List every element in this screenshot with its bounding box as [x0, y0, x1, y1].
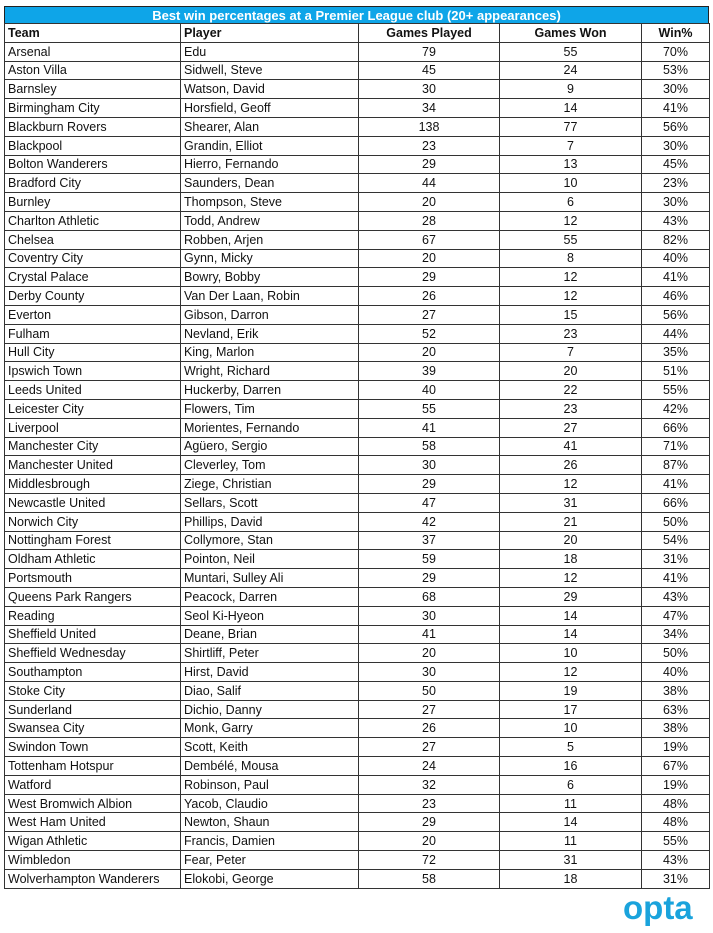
win-pct-cell: 34%	[642, 625, 710, 644]
player-cell: Pointon, Neil	[181, 550, 359, 569]
games-won-cell: 13	[500, 155, 642, 174]
player-cell: Nevland, Erik	[181, 324, 359, 343]
player-cell: Scott, Keith	[181, 738, 359, 757]
win-pct-cell: 48%	[642, 813, 710, 832]
games-won-cell: 12	[500, 211, 642, 230]
player-cell: Edu	[181, 42, 359, 61]
table-row	[5, 174, 710, 193]
team-cell: Manchester United	[5, 456, 181, 475]
header-games-won: Games Won	[500, 24, 642, 43]
player-cell: Watson, David	[181, 80, 359, 99]
games-played-cell: 67	[359, 230, 500, 249]
games-won-cell: 14	[500, 813, 642, 832]
win-pct-cell: 41%	[642, 268, 710, 287]
table-row	[5, 418, 710, 437]
table-row	[5, 775, 710, 794]
player-cell: Elokobi, George	[181, 869, 359, 888]
table-row	[5, 249, 710, 268]
win-pct-cell: 87%	[642, 456, 710, 475]
games-played-cell: 50	[359, 681, 500, 700]
table-row	[5, 287, 710, 306]
games-won-cell: 23	[500, 324, 642, 343]
games-won-cell: 16	[500, 757, 642, 776]
header-player: Player	[181, 24, 359, 43]
games-won-cell: 12	[500, 475, 642, 494]
games-won-cell: 7	[500, 343, 642, 362]
games-won-cell: 9	[500, 80, 642, 99]
player-cell: Robinson, Paul	[181, 775, 359, 794]
player-cell: Huckerby, Darren	[181, 381, 359, 400]
player-cell: Seol Ki-Hyeon	[181, 606, 359, 625]
games-played-cell: 29	[359, 569, 500, 588]
games-played-cell: 20	[359, 249, 500, 268]
win-pct-cell: 56%	[642, 117, 710, 136]
table-row	[5, 663, 710, 682]
team-cell: Burnley	[5, 193, 181, 212]
games-played-cell: 52	[359, 324, 500, 343]
table-row	[5, 813, 710, 832]
team-cell: Aston Villa	[5, 61, 181, 80]
games-won-cell: 17	[500, 700, 642, 719]
games-won-cell: 18	[500, 869, 642, 888]
table-row	[5, 493, 710, 512]
win-pct-cell: 30%	[642, 136, 710, 155]
win-pct-cell: 40%	[642, 249, 710, 268]
team-cell: Stoke City	[5, 681, 181, 700]
games-played-cell: 79	[359, 42, 500, 61]
games-won-cell: 55	[500, 42, 642, 61]
games-won-cell: 23	[500, 399, 642, 418]
team-cell: Blackburn Rovers	[5, 117, 181, 136]
games-won-cell: 11	[500, 794, 642, 813]
team-cell: Fulham	[5, 324, 181, 343]
team-cell: West Bromwich Albion	[5, 794, 181, 813]
table-body	[5, 42, 710, 888]
games-played-cell: 41	[359, 418, 500, 437]
team-cell: Leicester City	[5, 399, 181, 418]
opta-logo-text: opta	[623, 890, 693, 926]
games-won-cell: 11	[500, 832, 642, 851]
win-pct-cell: 53%	[642, 61, 710, 80]
games-played-cell: 68	[359, 587, 500, 606]
games-won-cell: 6	[500, 775, 642, 794]
player-cell: Hierro, Fernando	[181, 155, 359, 174]
win-pct-cell: 35%	[642, 343, 710, 362]
games-played-cell: 23	[359, 794, 500, 813]
table-row	[5, 61, 710, 80]
games-won-cell: 15	[500, 305, 642, 324]
team-cell: West Ham United	[5, 813, 181, 832]
win-pct-cell: 63%	[642, 700, 710, 719]
team-cell: Oldham Athletic	[5, 550, 181, 569]
games-played-cell: 29	[359, 475, 500, 494]
player-cell: Wright, Richard	[181, 362, 359, 381]
player-cell: Dembélé, Mousa	[181, 757, 359, 776]
team-cell: Coventry City	[5, 249, 181, 268]
win-pct-cell: 71%	[642, 437, 710, 456]
table-row	[5, 738, 710, 757]
player-cell: Monk, Garry	[181, 719, 359, 738]
win-pct-cell: 54%	[642, 531, 710, 550]
table-row	[5, 155, 710, 174]
table-row	[5, 324, 710, 343]
games-played-cell: 29	[359, 268, 500, 287]
player-cell: Van Der Laan, Robin	[181, 287, 359, 306]
player-cell: Shirtliff, Peter	[181, 644, 359, 663]
table-row	[5, 305, 710, 324]
games-played-cell: 30	[359, 606, 500, 625]
win-pct-cell: 19%	[642, 738, 710, 757]
games-played-cell: 29	[359, 155, 500, 174]
games-won-cell: 19	[500, 681, 642, 700]
games-played-cell: 45	[359, 61, 500, 80]
games-played-cell: 27	[359, 700, 500, 719]
win-pct-cell: 45%	[642, 155, 710, 174]
team-cell: Reading	[5, 606, 181, 625]
games-played-cell: 138	[359, 117, 500, 136]
games-won-cell: 5	[500, 738, 642, 757]
games-won-cell: 12	[500, 663, 642, 682]
team-cell: Newcastle United	[5, 493, 181, 512]
win-pct-cell: 46%	[642, 287, 710, 306]
games-won-cell: 18	[500, 550, 642, 569]
win-pct-cell: 50%	[642, 512, 710, 531]
table-row	[5, 644, 710, 663]
player-cell: Dichio, Danny	[181, 700, 359, 719]
team-cell: Nottingham Forest	[5, 531, 181, 550]
player-cell: Agüero, Sergio	[181, 437, 359, 456]
games-won-cell: 29	[500, 587, 642, 606]
table-row	[5, 456, 710, 475]
table-row	[5, 136, 710, 155]
win-pct-cell: 70%	[642, 42, 710, 61]
team-cell: Norwich City	[5, 512, 181, 531]
team-cell: Birmingham City	[5, 99, 181, 118]
win-pct-cell: 55%	[642, 832, 710, 851]
games-played-cell: 59	[359, 550, 500, 569]
win-pct-cell: 43%	[642, 211, 710, 230]
win-pct-cell: 19%	[642, 775, 710, 794]
team-cell: Queens Park Rangers	[5, 587, 181, 606]
games-played-cell: 34	[359, 99, 500, 118]
player-cell: Robben, Arjen	[181, 230, 359, 249]
team-cell: Everton	[5, 305, 181, 324]
win-percentage-table	[4, 23, 710, 889]
team-cell: Swindon Town	[5, 738, 181, 757]
games-played-cell: 27	[359, 305, 500, 324]
games-played-cell: 20	[359, 644, 500, 663]
opta-logo	[623, 890, 707, 926]
table-row	[5, 531, 710, 550]
table-row	[5, 475, 710, 494]
games-won-cell: 31	[500, 851, 642, 870]
games-won-cell: 20	[500, 362, 642, 381]
games-won-cell: 26	[500, 456, 642, 475]
team-cell: Arsenal	[5, 42, 181, 61]
games-played-cell: 20	[359, 832, 500, 851]
team-cell: Wimbledon	[5, 851, 181, 870]
team-cell: Wolverhampton Wanderers	[5, 869, 181, 888]
games-won-cell: 77	[500, 117, 642, 136]
games-played-cell: 47	[359, 493, 500, 512]
games-won-cell: 31	[500, 493, 642, 512]
team-cell: Southampton	[5, 663, 181, 682]
games-played-cell: 32	[359, 775, 500, 794]
games-won-cell: 7	[500, 136, 642, 155]
header-games-played: Games Played	[359, 24, 500, 43]
games-played-cell: 29	[359, 813, 500, 832]
team-cell: Barnsley	[5, 80, 181, 99]
games-won-cell: 10	[500, 174, 642, 193]
player-cell: Flowers, Tim	[181, 399, 359, 418]
player-cell: Fear, Peter	[181, 851, 359, 870]
team-cell: Blackpool	[5, 136, 181, 155]
win-pct-cell: 48%	[642, 794, 710, 813]
win-pct-cell: 41%	[642, 99, 710, 118]
win-pct-cell: 38%	[642, 681, 710, 700]
player-cell: Shearer, Alan	[181, 117, 359, 136]
player-cell: Grandin, Elliot	[181, 136, 359, 155]
win-pct-cell: 67%	[642, 757, 710, 776]
games-won-cell: 8	[500, 249, 642, 268]
table-row	[5, 757, 710, 776]
team-cell: Sheffield United	[5, 625, 181, 644]
player-cell: King, Marlon	[181, 343, 359, 362]
games-played-cell: 55	[359, 399, 500, 418]
team-cell: Sheffield Wednesday	[5, 644, 181, 663]
team-cell: Derby County	[5, 287, 181, 306]
table-row	[5, 99, 710, 118]
player-cell: Deane, Brian	[181, 625, 359, 644]
table-row	[5, 681, 710, 700]
win-pct-cell: 66%	[642, 493, 710, 512]
games-played-cell: 39	[359, 362, 500, 381]
win-pct-cell: 31%	[642, 869, 710, 888]
player-cell: Phillips, David	[181, 512, 359, 531]
games-played-cell: 40	[359, 381, 500, 400]
player-cell: Muntari, Sulley Ali	[181, 569, 359, 588]
games-won-cell: 10	[500, 719, 642, 738]
player-cell: Collymore, Stan	[181, 531, 359, 550]
table-row	[5, 381, 710, 400]
table-row	[5, 587, 710, 606]
games-played-cell: 44	[359, 174, 500, 193]
header-win-pct: Win%	[642, 24, 710, 43]
player-cell: Gibson, Darron	[181, 305, 359, 324]
table-container	[4, 6, 709, 889]
games-played-cell: 26	[359, 287, 500, 306]
table-row	[5, 193, 710, 212]
win-pct-cell: 42%	[642, 399, 710, 418]
games-won-cell: 6	[500, 193, 642, 212]
player-cell: Sidwell, Steve	[181, 61, 359, 80]
games-played-cell: 41	[359, 625, 500, 644]
team-cell: Ipswich Town	[5, 362, 181, 381]
win-pct-cell: 56%	[642, 305, 710, 324]
win-pct-cell: 66%	[642, 418, 710, 437]
win-pct-cell: 43%	[642, 587, 710, 606]
team-cell: Hull City	[5, 343, 181, 362]
table-row	[5, 794, 710, 813]
table-row	[5, 569, 710, 588]
table-row	[5, 550, 710, 569]
win-pct-cell: 82%	[642, 230, 710, 249]
games-played-cell: 37	[359, 531, 500, 550]
team-cell: Chelsea	[5, 230, 181, 249]
table-row	[5, 230, 710, 249]
player-cell: Yacob, Claudio	[181, 794, 359, 813]
table-row	[5, 606, 710, 625]
win-pct-cell: 30%	[642, 193, 710, 212]
team-cell: Wigan Athletic	[5, 832, 181, 851]
games-won-cell: 24	[500, 61, 642, 80]
games-won-cell: 12	[500, 287, 642, 306]
table-row	[5, 42, 710, 61]
team-cell: Crystal Palace	[5, 268, 181, 287]
games-played-cell: 58	[359, 869, 500, 888]
games-won-cell: 12	[500, 268, 642, 287]
player-cell: Sellars, Scott	[181, 493, 359, 512]
games-played-cell: 20	[359, 193, 500, 212]
win-pct-cell: 38%	[642, 719, 710, 738]
games-played-cell: 28	[359, 211, 500, 230]
games-won-cell: 27	[500, 418, 642, 437]
table-row	[5, 851, 710, 870]
games-won-cell: 22	[500, 381, 642, 400]
team-cell: Sunderland	[5, 700, 181, 719]
games-won-cell: 14	[500, 99, 642, 118]
games-won-cell: 12	[500, 569, 642, 588]
player-cell: Ziege, Christian	[181, 475, 359, 494]
games-played-cell: 72	[359, 851, 500, 870]
games-played-cell: 42	[359, 512, 500, 531]
table-row	[5, 211, 710, 230]
table-row	[5, 268, 710, 287]
games-played-cell: 30	[359, 663, 500, 682]
games-played-cell: 30	[359, 456, 500, 475]
win-pct-cell: 55%	[642, 381, 710, 400]
team-cell: Bolton Wanderers	[5, 155, 181, 174]
player-cell: Morientes, Fernando	[181, 418, 359, 437]
table-row	[5, 719, 710, 738]
header-team: Team	[5, 24, 181, 43]
team-cell: Charlton Athletic	[5, 211, 181, 230]
win-pct-cell: 41%	[642, 569, 710, 588]
games-played-cell: 26	[359, 719, 500, 738]
team-cell: Watford	[5, 775, 181, 794]
table-row	[5, 700, 710, 719]
games-played-cell: 23	[359, 136, 500, 155]
games-played-cell: 30	[359, 80, 500, 99]
games-played-cell: 27	[359, 738, 500, 757]
games-won-cell: 10	[500, 644, 642, 663]
table-row	[5, 512, 710, 531]
team-cell: Liverpool	[5, 418, 181, 437]
games-won-cell: 55	[500, 230, 642, 249]
win-pct-cell: 31%	[642, 550, 710, 569]
team-cell: Tottenham Hotspur	[5, 757, 181, 776]
player-cell: Thompson, Steve	[181, 193, 359, 212]
player-cell: Newton, Shaun	[181, 813, 359, 832]
team-cell: Manchester City	[5, 437, 181, 456]
win-pct-cell: 50%	[642, 644, 710, 663]
table-row	[5, 117, 710, 136]
player-cell: Horsfield, Geoff	[181, 99, 359, 118]
games-won-cell: 20	[500, 531, 642, 550]
win-pct-cell: 23%	[642, 174, 710, 193]
team-cell: Swansea City	[5, 719, 181, 738]
team-cell: Leeds United	[5, 381, 181, 400]
player-cell: Hirst, David	[181, 663, 359, 682]
player-cell: Peacock, Darren	[181, 587, 359, 606]
win-pct-cell: 47%	[642, 606, 710, 625]
header-row	[5, 24, 710, 43]
team-cell: Middlesbrough	[5, 475, 181, 494]
win-pct-cell: 30%	[642, 80, 710, 99]
table-row	[5, 437, 710, 456]
team-cell: Bradford City	[5, 174, 181, 193]
games-played-cell: 58	[359, 437, 500, 456]
table-row	[5, 399, 710, 418]
games-played-cell: 20	[359, 343, 500, 362]
table-row	[5, 343, 710, 362]
player-cell: Saunders, Dean	[181, 174, 359, 193]
table-row	[5, 80, 710, 99]
team-cell: Portsmouth	[5, 569, 181, 588]
table-row	[5, 625, 710, 644]
games-played-cell: 24	[359, 757, 500, 776]
player-cell: Todd, Andrew	[181, 211, 359, 230]
table-row	[5, 832, 710, 851]
win-pct-cell: 51%	[642, 362, 710, 381]
table-row	[5, 362, 710, 381]
games-won-cell: 41	[500, 437, 642, 456]
player-cell: Bowry, Bobby	[181, 268, 359, 287]
games-won-cell: 14	[500, 625, 642, 644]
win-pct-cell: 43%	[642, 851, 710, 870]
win-pct-cell: 44%	[642, 324, 710, 343]
player-cell: Diao, Salif	[181, 681, 359, 700]
player-cell: Francis, Damien	[181, 832, 359, 851]
win-pct-cell: 40%	[642, 663, 710, 682]
table-title: Best win percentages at a Premier League club (20+ appearances)	[4, 6, 709, 23]
player-cell: Cleverley, Tom	[181, 456, 359, 475]
player-cell: Gynn, Micky	[181, 249, 359, 268]
games-won-cell: 14	[500, 606, 642, 625]
table-row	[5, 869, 710, 888]
win-pct-cell: 41%	[642, 475, 710, 494]
games-won-cell: 21	[500, 512, 642, 531]
